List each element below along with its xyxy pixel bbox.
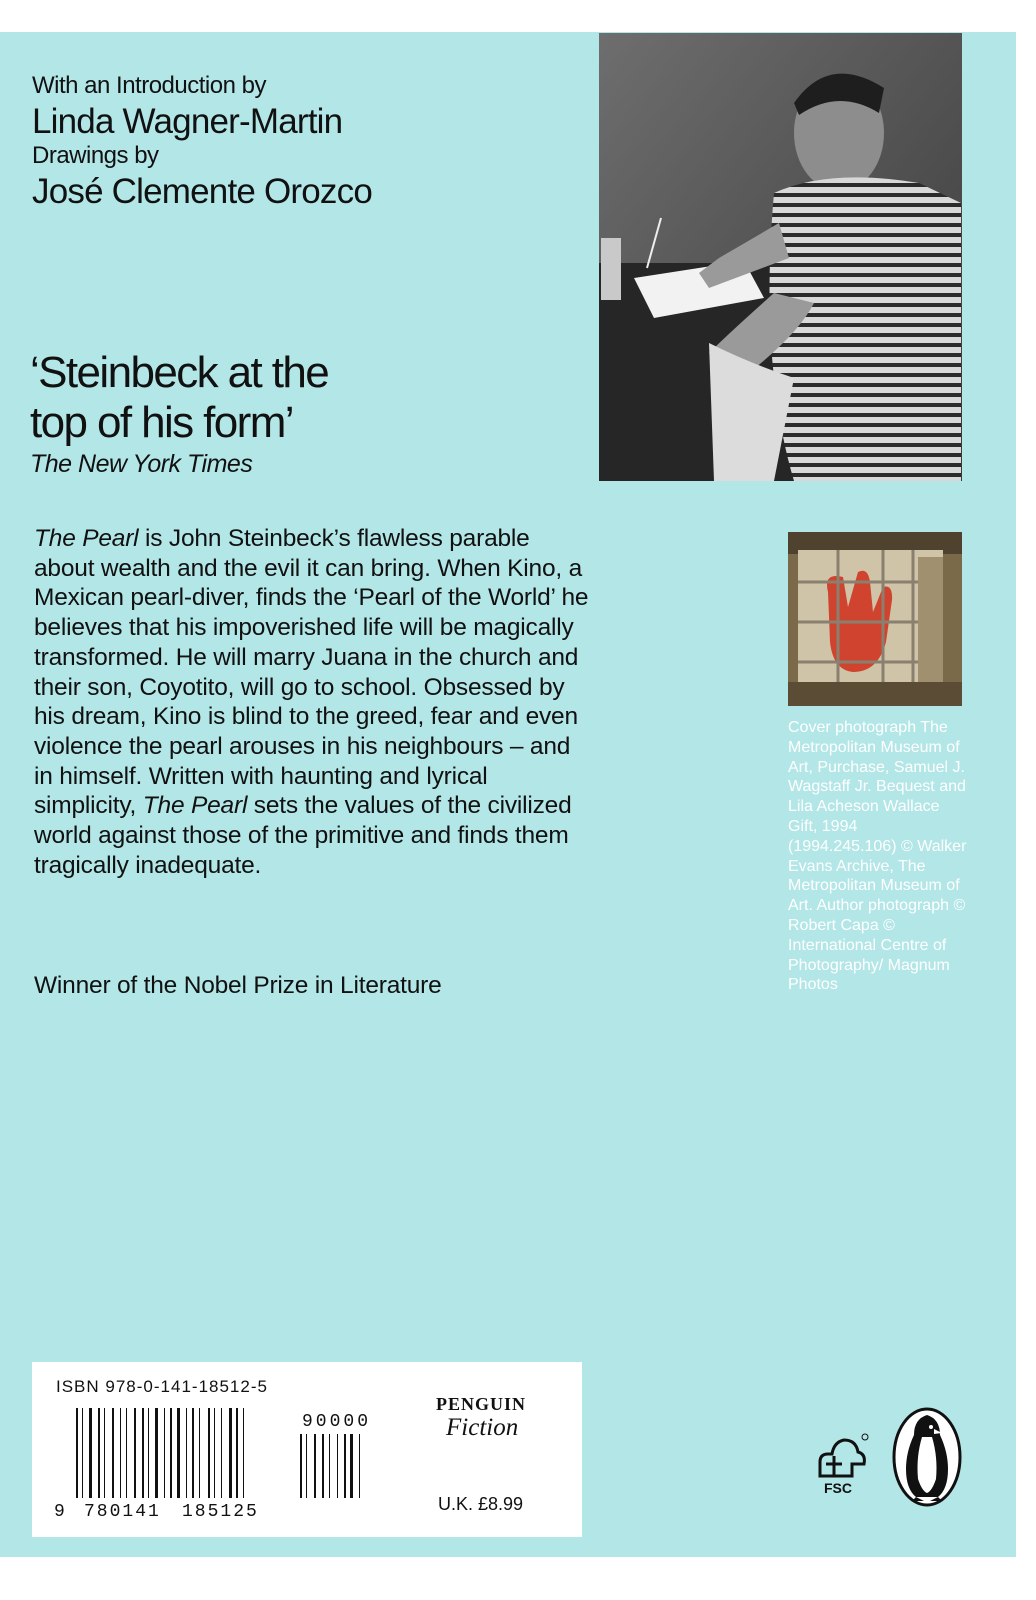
barcode-addon xyxy=(300,1434,400,1498)
quote-source: The New York Times xyxy=(30,450,253,478)
barcode-bar xyxy=(160,1408,161,1498)
barcode-bar xyxy=(233,1408,234,1498)
drawings-name: José Clemente Orozco xyxy=(32,172,372,211)
barcode-bar xyxy=(155,1408,158,1498)
barcode-bar xyxy=(303,1434,304,1498)
barcode-bar xyxy=(175,1408,176,1498)
barcode-bar xyxy=(142,1408,144,1498)
barcode-bar xyxy=(192,1408,194,1498)
book-description xyxy=(34,524,594,880)
barcode-digits-group1: 780141 xyxy=(84,1502,161,1522)
barcode-bar xyxy=(188,1408,190,1498)
barcode-bar xyxy=(211,1408,212,1498)
barcode-bar xyxy=(306,1434,307,1498)
barcode-bar xyxy=(333,1434,336,1498)
award-line: Winner of the Nobel Prize in Literature xyxy=(34,972,442,999)
barcode-bar xyxy=(310,1434,313,1498)
barcode-bar xyxy=(214,1408,215,1498)
barcode-bar xyxy=(318,1434,319,1498)
quote-line-1: ‘Steinbeck at the xyxy=(30,348,329,397)
price: U.K. £8.99 xyxy=(438,1494,524,1514)
quote-line-2: top of his form’ xyxy=(30,398,293,447)
barcode-bar xyxy=(218,1408,220,1498)
fsc-label: FSC xyxy=(824,1480,852,1496)
barcode-bar xyxy=(329,1434,330,1498)
barcode-bar xyxy=(347,1434,348,1498)
barcode-panel xyxy=(32,1362,582,1537)
barcode-bar xyxy=(126,1408,127,1498)
barcode-bar xyxy=(101,1408,102,1498)
blurb-title: The Pearl xyxy=(34,525,139,552)
barcode-bar xyxy=(148,1408,149,1498)
barcode-bar xyxy=(145,1408,146,1498)
barcode-bar xyxy=(108,1408,111,1498)
barcode-bar xyxy=(79,1408,80,1498)
credits-block xyxy=(32,72,372,212)
barcode-bar xyxy=(166,1408,168,1498)
barcode-bar xyxy=(76,1408,78,1498)
barcode-digits-group2: 185125 xyxy=(182,1502,259,1522)
barcode-addon-digits: 90000 xyxy=(302,1412,372,1432)
barcode-bar xyxy=(243,1408,244,1498)
publisher-series: Fiction xyxy=(446,1414,519,1441)
barcode-bar xyxy=(122,1408,124,1498)
barcode-bar xyxy=(186,1408,187,1498)
barcode-bar xyxy=(130,1408,133,1498)
barcode-digit-first: 9 xyxy=(54,1502,65,1522)
author-photograph xyxy=(599,33,962,481)
barcode-bar xyxy=(325,1434,327,1498)
review-quote xyxy=(30,348,328,479)
barcode-bar xyxy=(221,1408,222,1498)
barcode-bar xyxy=(199,1408,200,1498)
barcode-bar xyxy=(170,1408,172,1498)
photo-credit: Cover photograph The Metropolitan Museum of Art, Purchase, Samuel J. Wagstaff Jr. Bequest and Lila Acheson Wallace Gift, 1994 (1994.245.106) © Walker Evans Archive, The Metropolitan Museum of Art. Author photograph © Robert Capa © International Centre of Photography/ Magnum Photos xyxy=(788,719,967,994)
barcode-bar xyxy=(337,1434,338,1498)
isbn-label: ISBN 978-0-141-18512-5 xyxy=(56,1377,268,1396)
barcode-bar xyxy=(202,1408,205,1498)
barcode-bar xyxy=(246,1408,248,1498)
barcode-bar xyxy=(236,1408,238,1498)
barcode-bar xyxy=(164,1408,165,1498)
drawings-label: Drawings by xyxy=(32,142,159,169)
barcode-bar xyxy=(120,1408,121,1498)
blurb-text-2: sets the values of the civilized world against those of the primitive and finds them tragically inadequate. xyxy=(34,792,572,879)
barcode-bar xyxy=(322,1434,324,1498)
barcode-bar xyxy=(138,1408,139,1498)
penguin-icon xyxy=(892,1407,962,1507)
barcode-addon-bars xyxy=(300,1434,400,1498)
barcode-bar xyxy=(82,1408,83,1498)
barcode-bar xyxy=(208,1408,210,1498)
barcode-bar xyxy=(86,1408,88,1498)
publisher-name: PENGUIN xyxy=(436,1394,527,1414)
barcode-bar xyxy=(229,1408,232,1498)
barcode-bar xyxy=(104,1408,105,1498)
barcode-bar xyxy=(98,1408,100,1498)
barcode-bar xyxy=(362,1434,364,1498)
cover-photo-illustration xyxy=(788,532,962,706)
barcode-bar xyxy=(177,1408,180,1498)
barcode-bar xyxy=(340,1434,341,1498)
barcode-bar xyxy=(241,1408,242,1498)
blurb-text-1: is John Steinbeck’s flawless parable about wealth and the evil it can bring. When Kino, a Mexican pearl-diver, finds the ‘Pearl of the World’ he believes that his impoverished life will be magically transformed. He will marry Juana in the church and their son, Coyotito, will go to school. Obsessed by his dream, Kino is blind to the greed, fear and even violence the pearl arouses in his neighbours – and in himself. Written with haunting and lyrical simplicity, xyxy=(34,525,589,820)
intro-name: Linda Wagner-Martin xyxy=(32,102,343,141)
author-photo-illustration xyxy=(599,33,962,481)
barcode-bar xyxy=(116,1408,117,1498)
fsc-logo xyxy=(812,1432,870,1500)
barcode-bar xyxy=(94,1408,95,1498)
barcode-bar xyxy=(356,1434,358,1498)
blurb-title-2: The Pearl xyxy=(142,792,248,820)
intro-label: With an Introduction by xyxy=(32,72,266,99)
book-back-cover xyxy=(0,32,1016,1557)
barcode-bar xyxy=(134,1408,136,1498)
barcode-bar xyxy=(89,1408,92,1498)
barcode-bar xyxy=(182,1408,183,1498)
barcode-bar xyxy=(197,1408,198,1498)
barcode-bar xyxy=(344,1434,346,1498)
penguin-logo xyxy=(892,1407,962,1507)
barcode-bar xyxy=(224,1408,226,1498)
barcode-bar xyxy=(314,1434,316,1498)
fsc-tree-icon xyxy=(812,1432,870,1482)
barcode-bar xyxy=(300,1434,302,1498)
barcode-bar xyxy=(359,1434,360,1498)
barcode-bars xyxy=(76,1408,276,1498)
barcode-bar xyxy=(152,1408,154,1498)
barcode-bar xyxy=(112,1408,114,1498)
barcode-bar xyxy=(350,1434,353,1498)
barcode-main xyxy=(76,1408,276,1498)
cover-photo-thumbnail xyxy=(788,532,962,706)
